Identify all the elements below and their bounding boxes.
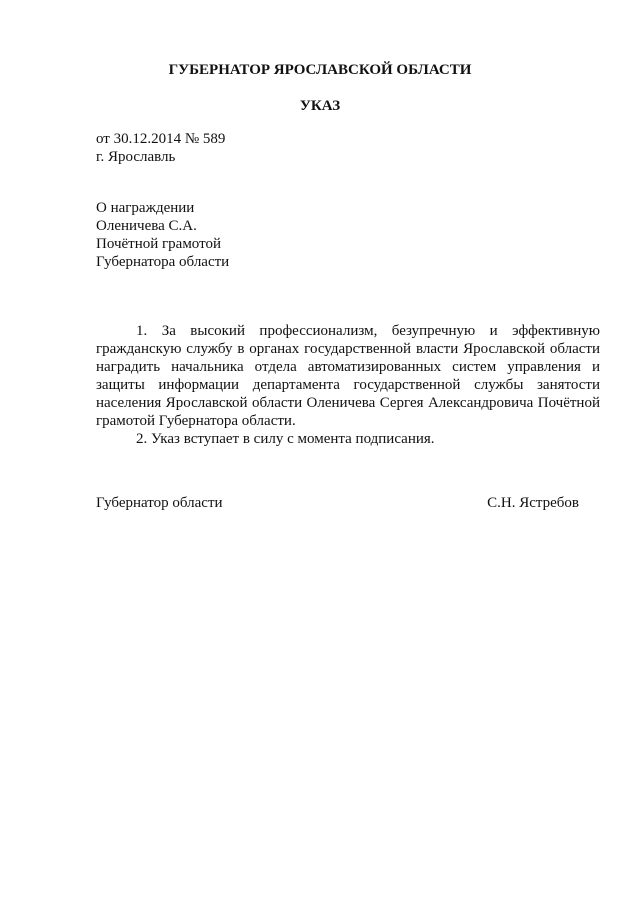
signature-block <box>96 495 579 512</box>
document-body <box>96 322 600 448</box>
signature-name: С.Н. Ястребов <box>487 495 579 511</box>
paragraph-2: 2. Указ вступает в силу с момента подписания. <box>136 431 435 447</box>
signature-title: Губернатор области <box>96 495 223 511</box>
authority-heading: ГУБЕРНАТОР ЯРОСЛАВСКОЙ ОБЛАСТИ <box>168 62 472 78</box>
subject-line: Оленичева С.А. <box>96 218 197 234</box>
document-meta <box>96 130 225 166</box>
document-subject <box>96 199 229 271</box>
subject-line: Губернатора области <box>96 254 230 270</box>
date-number: от 30.12.2014 № 589 <box>96 131 226 147</box>
paragraph-1: 1. За высокий профессионализм, безупречную и эффективную гражданскую службу в органах государственной власти Ярославской области наградить начальника отдела автоматизированных систем управления и защиты информации департамента государственной службы занятости населения Ярославской области Оленичева Сергея Александровича Почётной грамотой Губернатора области. <box>96 323 600 429</box>
subject-line: Почётной грамотой <box>96 236 221 252</box>
document-type-heading: УКАЗ <box>299 98 341 114</box>
city: г. Ярославль <box>96 149 176 165</box>
subject-line: О награждении <box>96 200 195 216</box>
